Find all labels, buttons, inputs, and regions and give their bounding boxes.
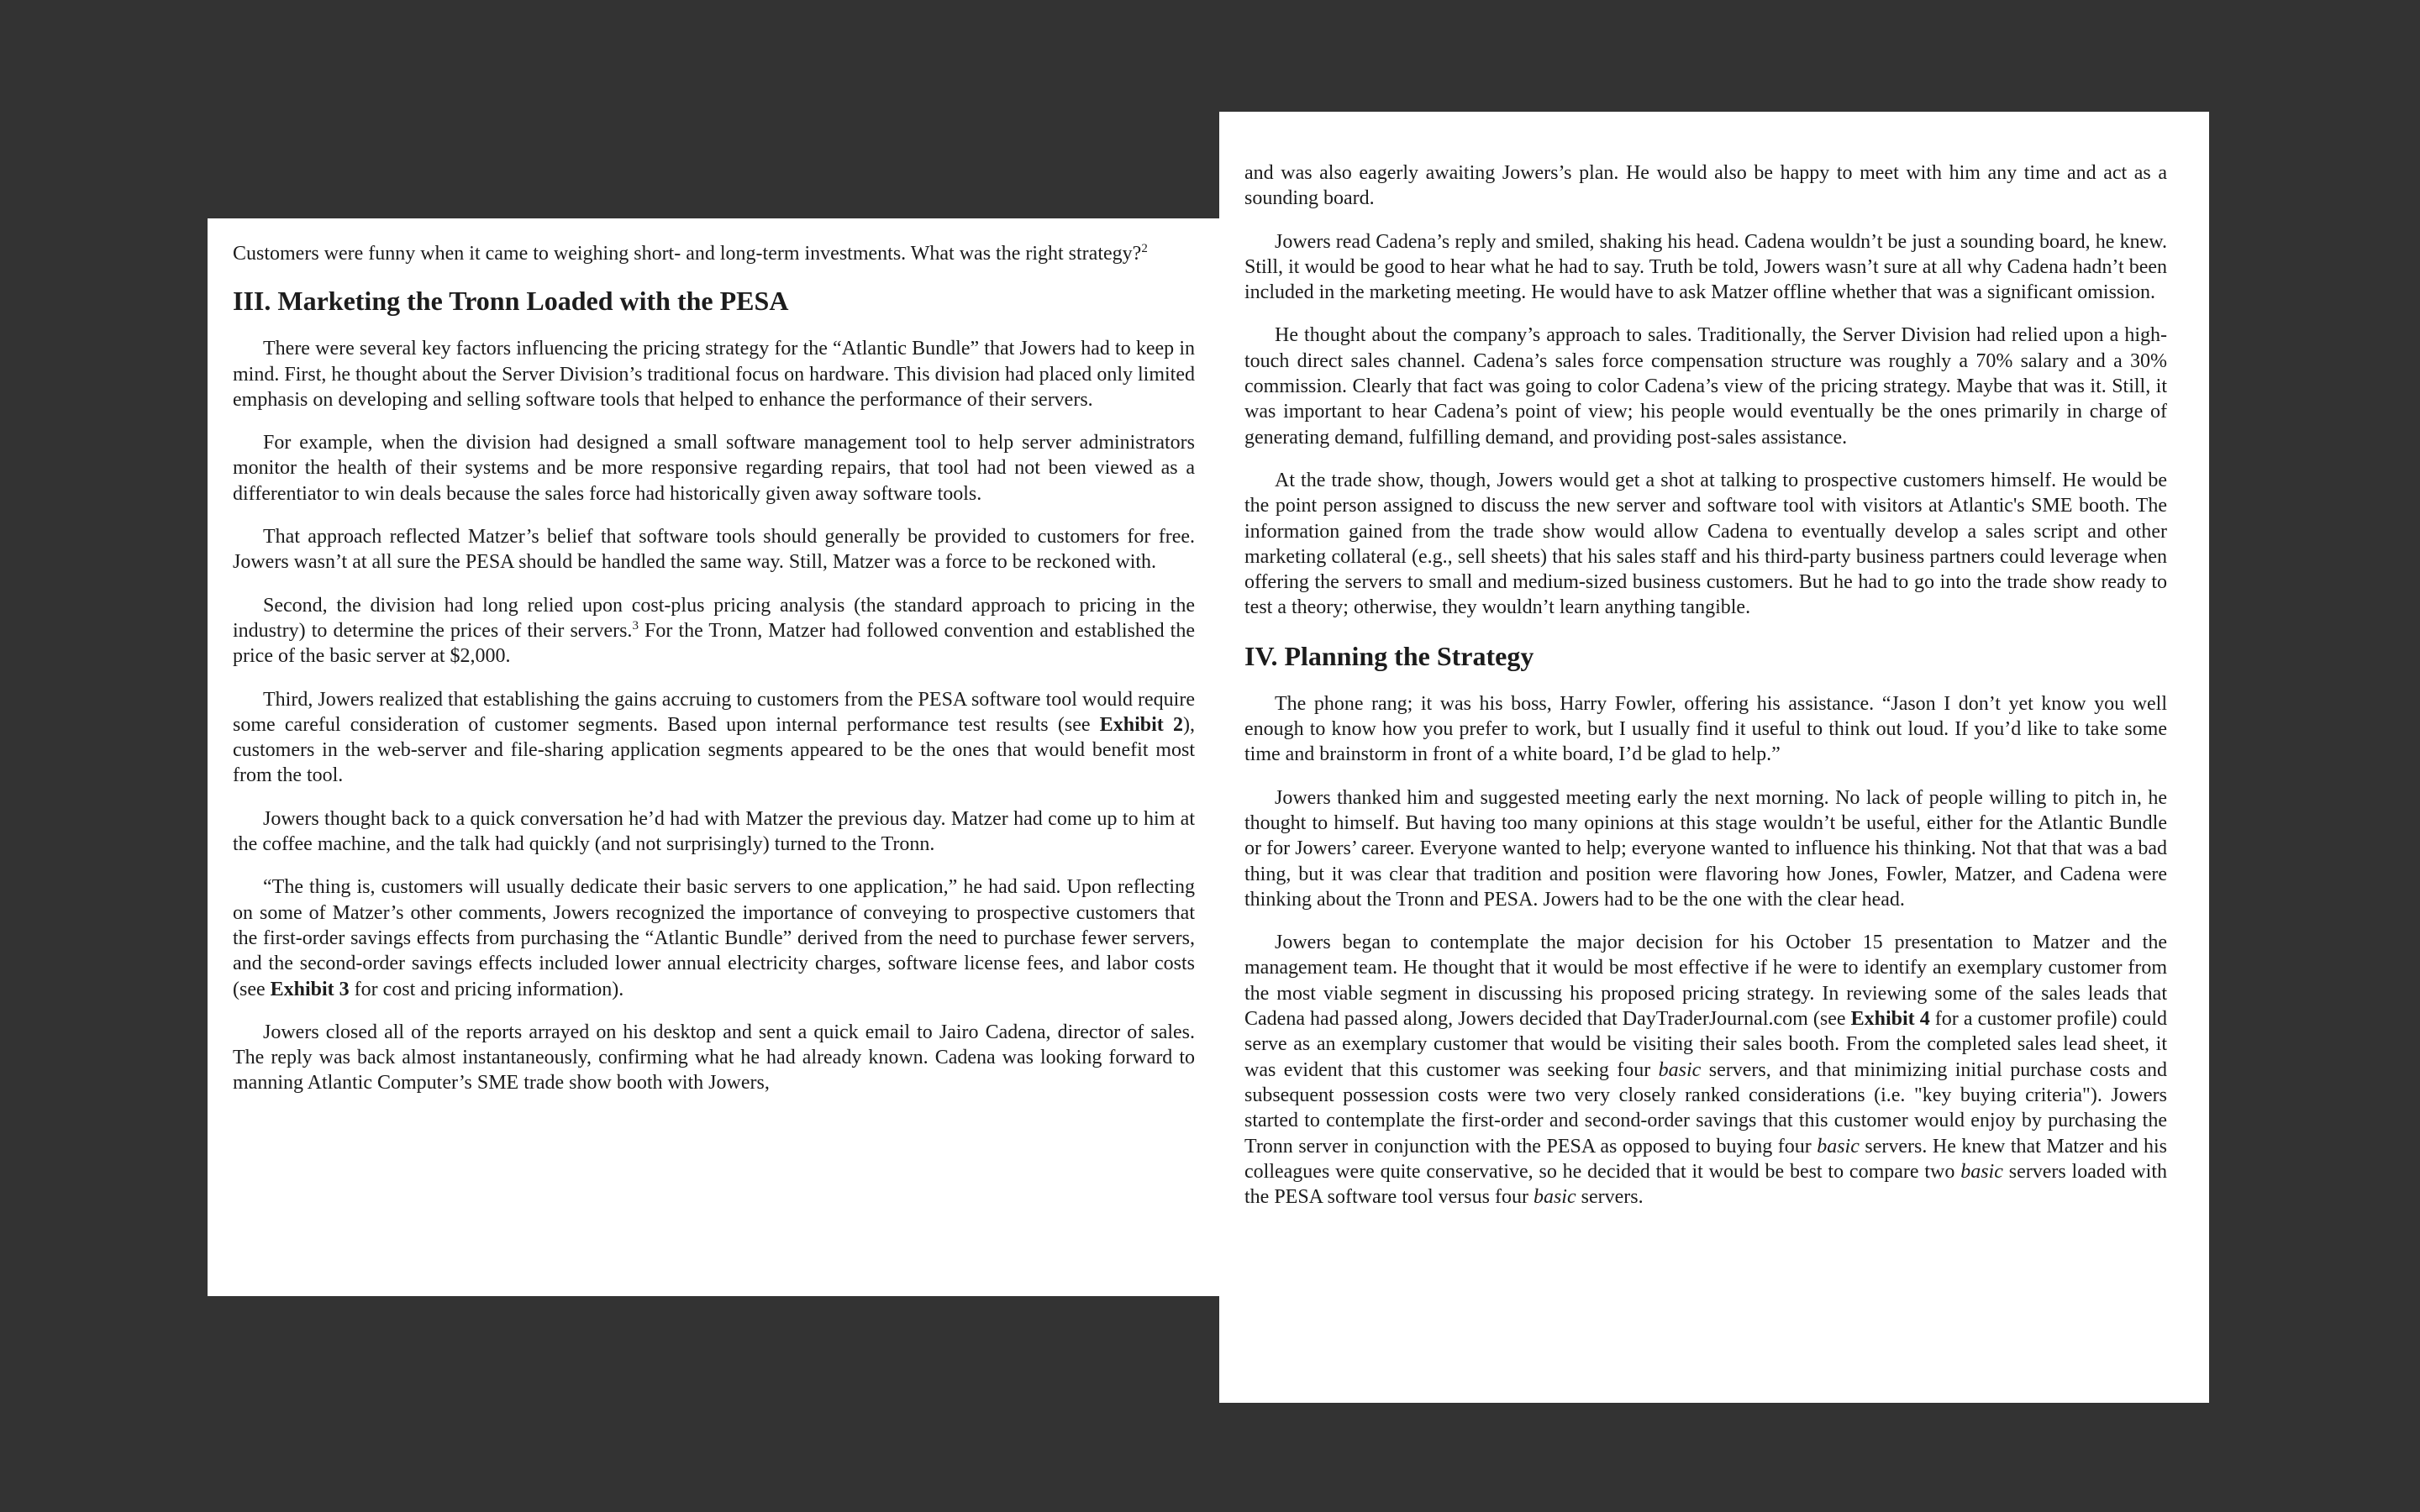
paragraph: Jowers thought back to a quick conversation he’d had with Matzer the previous day. Matzer had come up to him at the coffee machine, and the talk had quickly (and not surprisingly) turned to the Tronn. [233,807,1195,856]
paragraph: For example, when the division had designed a small software management tool to help server administrators monitor the health of their systems and be more responsive regarding repairs, that tool had not been viewed as a differentiator to win deals because the sales force had historically given away software tools. [233,432,1195,505]
footnote-marker[interactable]: 3 [632,618,639,633]
section-heading-planning: IV. Planning the Strategy [1244,640,1534,671]
paragraph-intro: Customers were funny when it came to weighing short- and long-term investments. What was the right strategy?$^2$ [233,242,1148,265]
footnote-marker[interactable]: 2 [1141,242,1148,255]
emphasis: basic [1960,1160,2003,1183]
exhibit-reference: Exhibit 4 [1850,1008,1930,1031]
left-document-page [208,218,1220,1296]
right-document-page [1219,112,2209,1403]
paragraph-continued: and was also eagerly awaiting Jowers’s plan. He would also be happy to meet with him any time and act as a sounding board. [1244,162,2167,210]
section-heading-marketing: III. Marketing the Tronn Loaded with the PESA [233,286,789,317]
emphasis: basic [1658,1058,1702,1081]
paragraph: He thought about the company’s approach to sales. Traditionally, the Server Division had relied upon a high-touch direct sales channel. Cadena’s sales force compensation structure was roughly a 70% salary and a 30% commission. Clearly that fact was going to color Cadena’s view of the pricing strategy. Maybe that was it. Still, it was important to hear Cadena’s point of view; his people would eventually be the ones primarily in charge of generating demand, fulfilling demand, and providing post-sales assistance. [1244,324,2167,449]
paragraph: Jowers read Cadena’s reply and smiled, shaking his head. Cadena wouldn’t be just a sounding board, he knew. Still, it would be good to hear what he had to say. Truth be told, Jowers wasn’t sure at all why Cadena hadn’t been included in the marketing meeting. He would have to ask Matzer offline whether that was a significant omission. [1244,230,2167,304]
paragraph: That approach reflected Matzer’s belief that software tools should generally be provided to customers for free. Jowers wasn’t at all sure the PESA should be handled the same way. Still, Matzer was a force to be reckoned with. [233,526,1195,574]
paragraph: Jowers closed all of the reports arrayed on his desktop and sent a quick email to Jairo Cadena, director of sales. The reply was back almost instantaneously, confirming what he had already known. Cadena was looking forward to manning Atlantic Computer’s SME trade show booth with Jowers, [233,1021,1195,1095]
paragraph: The phone rang; it was his boss, Harry Fowler, offering his assistance. “Jason I don’t yet know you well enough to know how you prefer to work, but I usually find it useful to think out loud. If you’d like to take some time and brainstorm in front of a white board, I’d be glad to help.” [1244,692,2167,766]
paragraph: At the trade show, though, Jowers would get a shot at talking to prospective customers himself. He would be the point person assigned to discuss the new server and software tool with visitors at Atlantic's SME booth. The information gained from the trade show would allow Cadena to eventually develop a sales script and other marketing collateral (e.g., sell sheets) that his sales staff and his third-party business partners could leverage when offering the servers to small and medium-sized business customers. But he had to go into the trade show ready to test a theory; otherwise, they wouldn’t learn anything tangible. [1244,469,2167,619]
paragraph: Third, Jowers realized that establishing the gains accruing to customers from the PESA software tool would require some careful consideration of customer segments. Based upon internal performance test results (see Exhibit 2), customers in the web-server and file-sharing application segments appeared to be the ones that would benefit most from the tool. [233,688,1195,787]
paragraph: There were several key factors influencing the pricing strategy for the “Atlantic Bundle” that Jowers had to keep in mind. First, he thought about the Server Division’s traditional focus on hardware. This division had placed only limited emphasis on developing and selling software tools that helped to enhance the performance of their servers. [233,338,1195,411]
exhibit-reference: Exhibit 3 [270,978,350,1000]
emphasis: basic [1817,1135,1860,1158]
paragraph: Second, the division had long relied upon cost-plus pricing analysis (the standard approach to pricing in the industry) to determine the prices of their servers.$^3$ For the Tronn, Matzer had followed convention and established the price of the basic server at $2,000. [233,594,1195,668]
exhibit-reference: Exhibit 2 [1099,713,1183,736]
emphasis: basic [1533,1186,1576,1209]
paragraph: Jowers began to contemplate the major decision for his October 15 presentation to Matzer and the management team. He thought that it would be most effective if he were to identify an exemplary customer from the most viable segment in discussing his proposed pricing strategy. In reviewing some of the sales leads that Cadena had passed along, Jowers decided that DayTraderJournal.com (see Exhibit 4 for a customer profile) could serve as an exemplary customer that would be visiting their sales booth. From the completed sales lead sheet, it was evident that this customer was seeking four basic servers, and that minimizing initial purchase costs and subsequent possession costs were two very closely ranked considerations (i.e. "key buying criteria"). Jowers started to contemplate the first-order and second-order savings that this customer would enjoy by purchasing the Tronn server in conjunction with the PESA as opposed to buying four basic servers. He knew that Matzer and his colleagues were quite conservative, so he decided that it would be best to compare two basic servers loaded with the PESA software tool versus four basic servers. [1244,932,2168,1209]
paragraph: Jowers thanked him and suggested meeting early the next morning. No lack of people willing to pitch in, he thought to himself. But having too many opinions at this stage wouldn’t be useful, either for the Atlantic Bundle or for Jowers’ career. Everyone wanted to help; everyone wanted to influence his thinking. Not that that was a bad thing, but it was clear that tradition and position were flavoring how Jones, Fowler, Matzer, and Cadena were thinking about the Tronn and PESA. Jowers had to be the one with the clear head. [1244,786,2167,911]
paragraph: “The thing is, customers will usually dedicate their basic servers to one application,” he had said. Upon reflecting on some of Matzer’s other comments, Jowers recognized the importance of conveying to prospective customers that the first-order savings effects from purchasing the “Atlantic Bundle” derived from the need to purchase fewer servers, and the second-order savings effects included lower annual electricity charges, software license fees, and labor costs (see Exhibit 3 for cost and pricing information). [233,876,1195,1000]
